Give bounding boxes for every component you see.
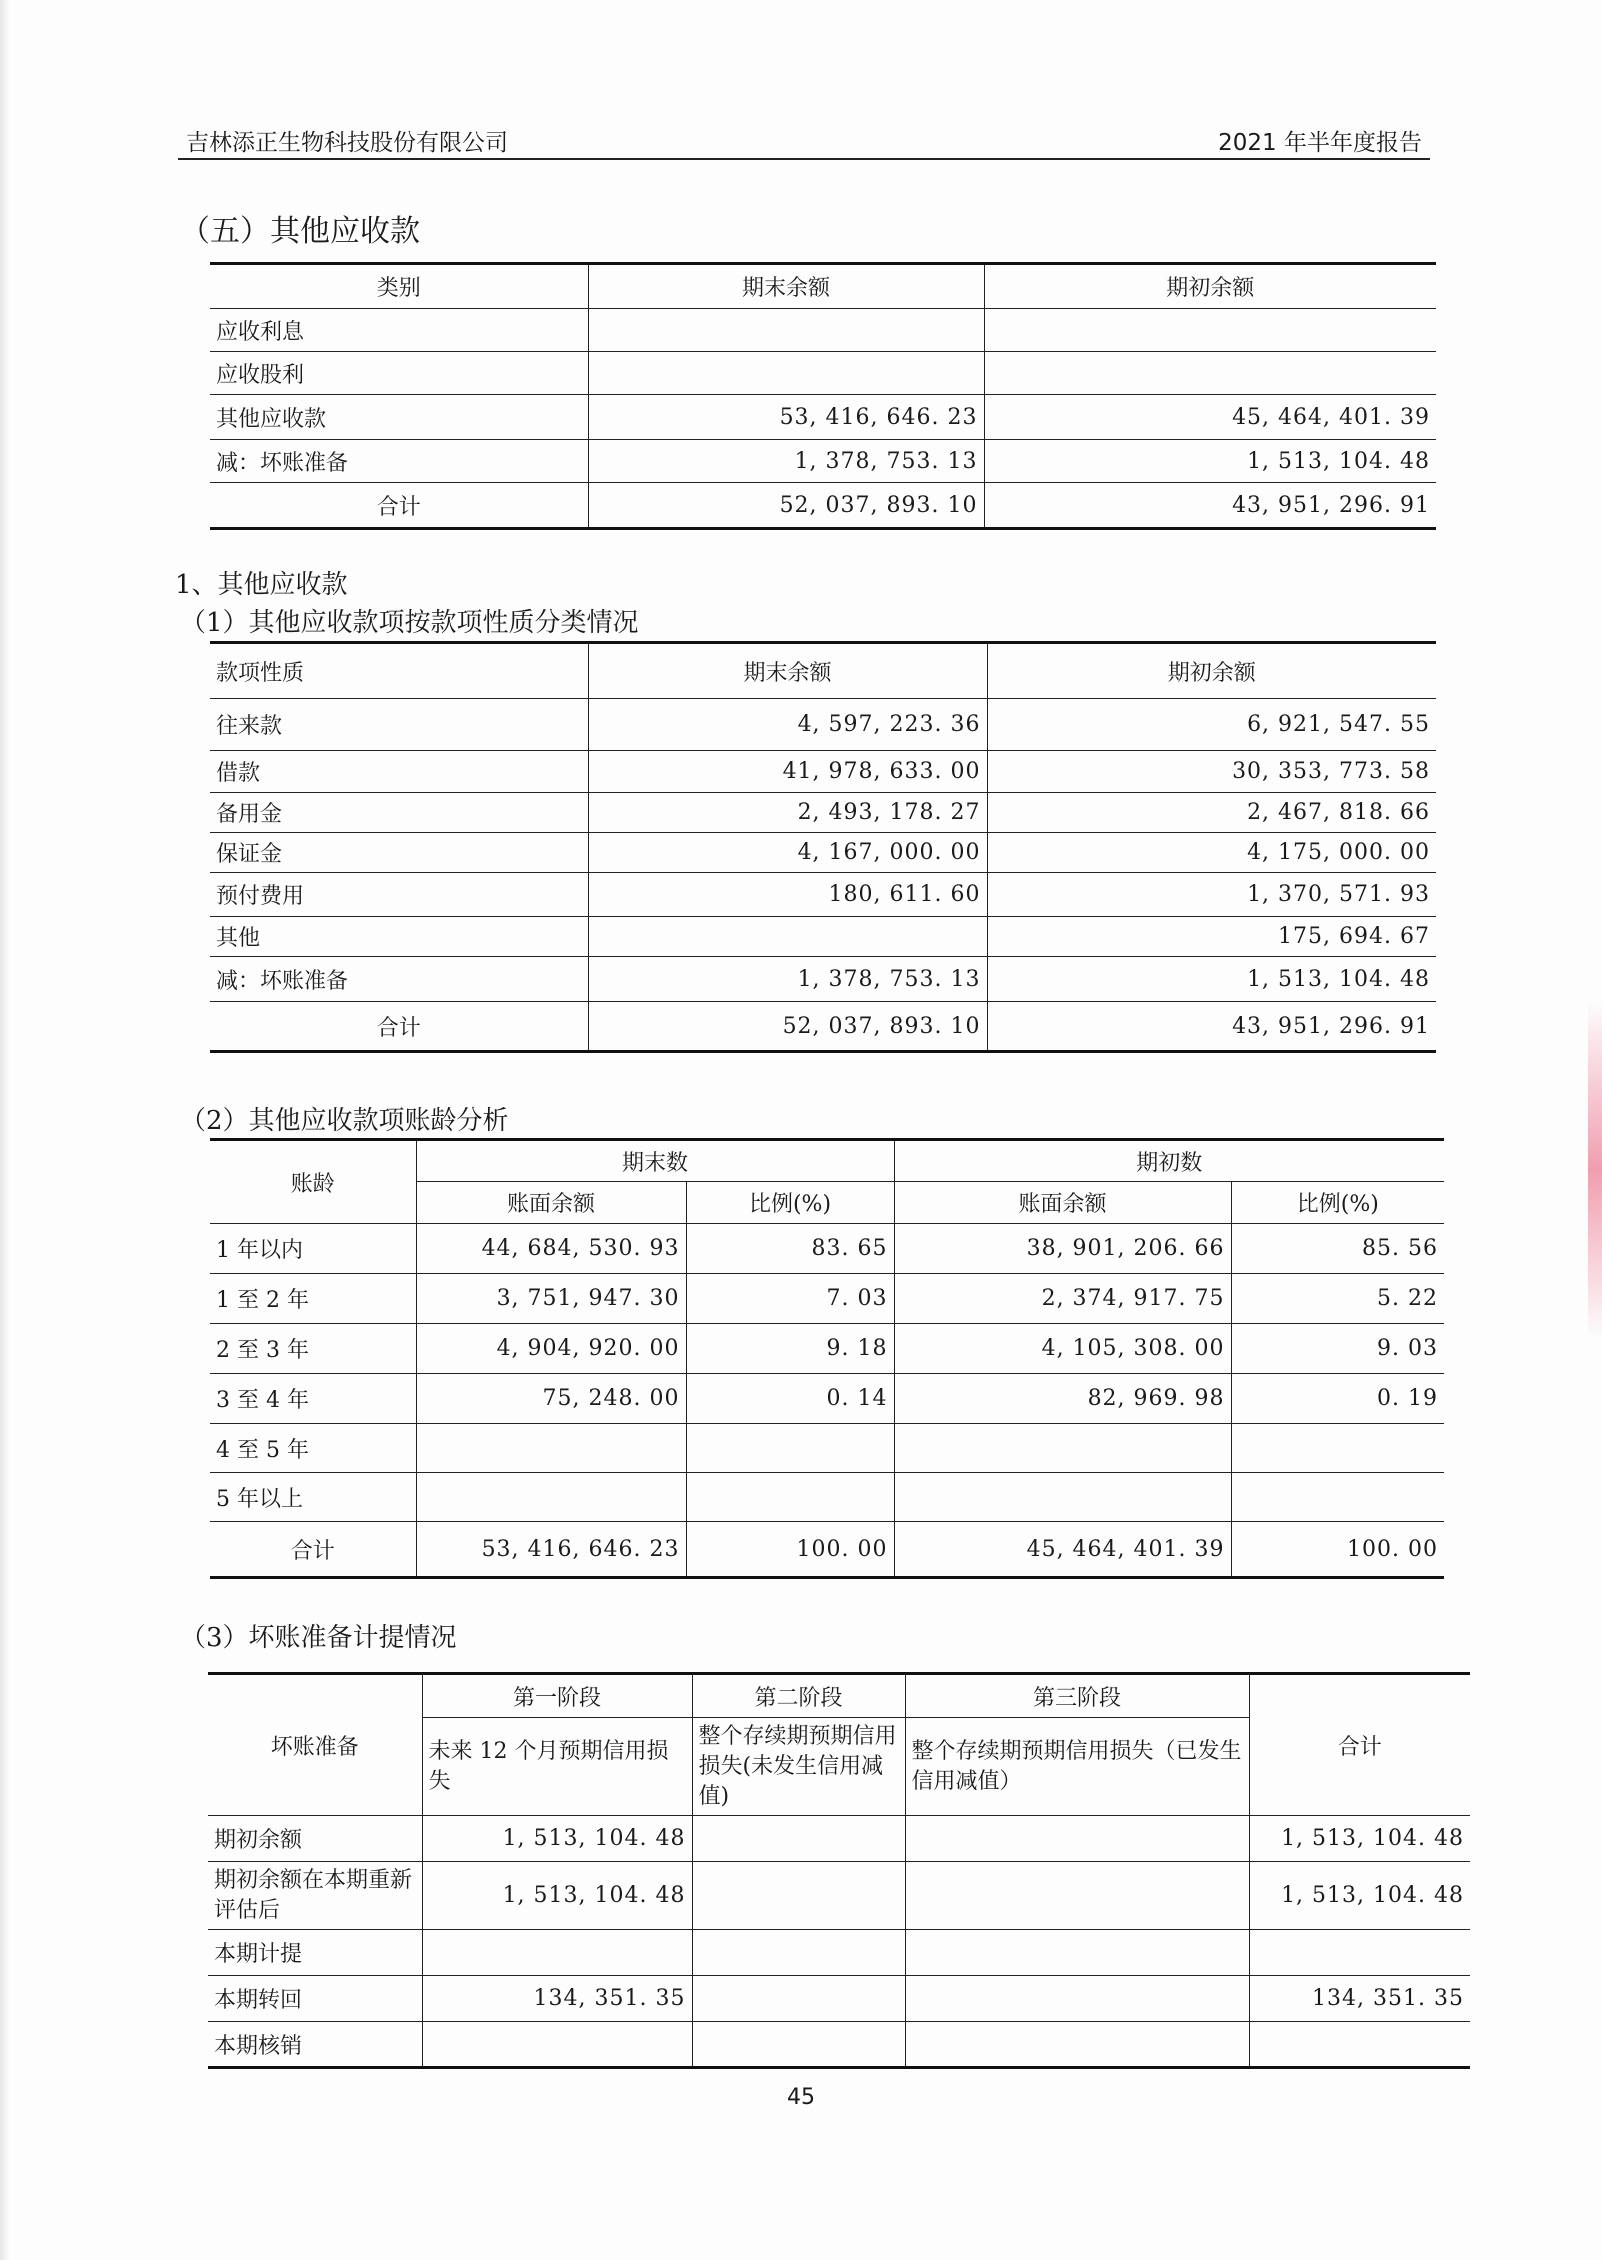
page-header [178,118,1430,160]
cell-end: 53, 416, 646. 23 [588,395,984,440]
row-label: 本期转回 [208,1976,422,2022]
col-header-end-balance: 期末余额 [588,643,987,699]
cell-stage1: 134, 351. 35 [422,1976,692,2022]
table-row [210,1224,1444,1274]
cell-stage1 [422,2022,692,2068]
cell-begin-balance: 2, 374, 917. 75 [894,1274,1231,1324]
cell-begin: 1, 370, 571. 93 [987,873,1436,917]
row-label: 2 至 3 年 [210,1324,416,1374]
row-label: 期初余额 [208,1816,422,1862]
cell-stage2 [692,1816,905,1862]
row-label: 合计 [210,1002,588,1052]
cell-begin-balance: 45, 464, 401. 39 [894,1522,1231,1578]
table-row [210,1324,1444,1374]
cell-stage1: 1, 513, 104. 48 [422,1816,692,1862]
cell-begin-ratio [1231,1424,1444,1473]
cell-total [1249,1930,1470,1976]
cell-end [588,917,987,957]
cell-begin: 45, 464, 401. 39 [984,395,1436,440]
table-row [210,440,1436,483]
cell-end [588,352,984,395]
scan-edge [0,0,10,2260]
section-title: （五）其他应收款 [180,214,420,249]
cell-stage3 [905,1816,1249,1862]
row-label: 减：坏账准备 [210,957,588,1002]
table-row [210,1274,1444,1324]
table-row [210,699,1436,751]
table-row [210,395,1436,440]
cell-stage3 [905,1930,1249,1976]
cell-end-balance: 3, 751, 947. 30 [416,1274,686,1324]
table-row [208,1976,1470,2022]
table-row [208,1862,1470,1930]
row-label: 3 至 4 年 [210,1374,416,1424]
row-label: 1 至 2 年 [210,1274,416,1324]
company-name: 吉林添正生物科技股份有限公司 [186,130,508,156]
col-header-end-balance: 账面余额 [416,1182,686,1224]
col-header-end-balance: 期末余额 [588,264,984,309]
cell-begin-ratio [1231,1473,1444,1522]
row-label: 本期计提 [208,1930,422,1976]
table-row [208,1930,1470,1976]
table-row [210,352,1436,395]
table-total-row [210,1522,1444,1578]
report-name: 2021 年半年度报告 [1218,130,1422,156]
cell-end-balance: 53, 416, 646. 23 [416,1522,686,1578]
cell-end [588,309,984,352]
cell-begin-ratio: 100. 00 [1231,1522,1444,1578]
table-row [210,1374,1444,1424]
row-label: 合计 [210,483,588,529]
row-label: 5 年以上 [210,1473,416,1522]
cell-begin-ratio: 85. 56 [1231,1224,1444,1274]
cell-end-ratio [686,1473,894,1522]
col-header-begin-balance: 期初余额 [984,264,1436,309]
cell-begin: 175, 694. 67 [987,917,1436,957]
table-header-row [210,643,1436,699]
cell-end-ratio: 83. 65 [686,1224,894,1274]
cell-end: 1, 378, 753. 13 [588,440,984,483]
col-header-begin-balance: 期初余额 [987,643,1436,699]
col-header-begin-balance: 账面余额 [894,1182,1231,1224]
col-header-period-end: 期末数 [416,1140,894,1182]
cell-end-balance: 4, 904, 920. 00 [416,1324,686,1374]
cell-end-balance: 44, 684, 530. 93 [416,1224,686,1274]
table-row [210,873,1436,917]
col-header-provision: 坏账准备 [208,1674,422,1816]
row-label: 4 至 5 年 [210,1424,416,1473]
cell-end-ratio: 7. 03 [686,1274,894,1324]
table-row [210,833,1436,873]
subsection-title: （2）其他应收款项账龄分析 [180,1106,509,1136]
col-header-stage1: 第一阶段 [422,1674,692,1718]
cell-begin: 1, 513, 104. 48 [984,440,1436,483]
cell-begin [984,309,1436,352]
table-header-row [210,264,1436,309]
cell-end-balance: 75, 248. 00 [416,1374,686,1424]
cell-begin: 1, 513, 104. 48 [987,957,1436,1002]
table-row [210,1424,1444,1473]
cell-begin: 2, 467, 818. 66 [987,793,1436,833]
cell-begin-ratio: 9. 03 [1231,1324,1444,1374]
page-number: 45 [787,2085,815,2110]
cell-stage1 [422,1930,692,1976]
cell-begin-balance: 82, 969. 98 [894,1374,1231,1424]
cell-begin-balance [894,1424,1231,1473]
row-label: 往来款 [210,699,588,751]
row-label: 预付费用 [210,873,588,917]
table-receivables-by-nature [210,641,1436,1053]
cell-end: 52, 037, 893. 10 [588,1002,987,1052]
cell-end-ratio: 9. 18 [686,1324,894,1374]
cell-end: 41, 978, 633. 00 [588,751,987,793]
table-row [210,917,1436,957]
row-label: 借款 [210,751,588,793]
cell-stage2 [692,1976,905,2022]
col-header-stage2-desc: 整个存续期预期信用损失(未发生信用减值) [692,1718,905,1816]
cell-stage3 [905,1976,1249,2022]
cell-end-ratio [686,1424,894,1473]
cell-stage1: 1, 513, 104. 48 [422,1862,692,1930]
table-row [210,793,1436,833]
cell-end: 4, 167, 000. 00 [588,833,987,873]
col-header-end-ratio: 比例(%) [686,1182,894,1224]
cell-end-ratio: 100. 00 [686,1522,894,1578]
row-label: 其他应收款 [210,395,588,440]
col-header-stage2: 第二阶段 [692,1674,905,1718]
table-total-row [210,483,1436,529]
cell-begin: 43, 951, 296. 91 [987,1002,1436,1052]
cell-end-balance [416,1424,686,1473]
cell-total: 1, 513, 104. 48 [1249,1816,1470,1862]
cell-begin-balance: 38, 901, 206. 66 [894,1224,1231,1274]
row-label: 合计 [210,1522,416,1578]
cell-stage3 [905,1862,1249,1930]
cell-stage2 [692,1862,905,1930]
table-total-row [210,1002,1436,1052]
cell-begin: 6, 921, 547. 55 [987,699,1436,751]
col-header-stage3-desc: 整个存续期预期信用损失（已发生信用减值） [905,1718,1249,1816]
row-label: 期初余额在本期重新评估后 [208,1862,422,1930]
cell-stage3 [905,2022,1249,2068]
row-label: 减：坏账准备 [210,440,588,483]
row-label: 本期核销 [208,2022,422,2068]
cell-end-balance [416,1473,686,1522]
cell-begin-ratio: 5. 22 [1231,1274,1444,1324]
cell-stage2 [692,1930,905,1976]
cell-end: 4, 597, 223. 36 [588,699,987,751]
cell-end-ratio: 0. 14 [686,1374,894,1424]
row-label: 1 年以内 [210,1224,416,1274]
row-label: 应收利息 [210,309,588,352]
col-header-begin-ratio: 比例(%) [1231,1182,1444,1224]
col-header-nature: 款项性质 [210,643,588,699]
table-row [208,1816,1470,1862]
subsection-title: （1）其他应收款项按款项性质分类情况 [180,608,639,638]
cell-begin: 43, 951, 296. 91 [984,483,1436,529]
row-label: 备用金 [210,793,588,833]
subsection-title: （3）坏账准备计提情况 [180,1623,457,1653]
cell-end: 1, 378, 753. 13 [588,957,987,1002]
table-header-row [208,1674,1470,1718]
row-label: 应收股利 [210,352,588,395]
table-aging-analysis [210,1138,1444,1579]
table-row [210,1473,1444,1522]
cell-begin-balance: 4, 105, 308. 00 [894,1324,1231,1374]
col-header-total: 合计 [1249,1674,1470,1816]
cell-end: 180, 611. 60 [588,873,987,917]
cell-total: 134, 351. 35 [1249,1976,1470,2022]
cell-begin-balance [894,1473,1231,1522]
cell-begin-ratio: 0. 19 [1231,1374,1444,1424]
cell-end: 52, 037, 893. 10 [588,483,984,529]
col-header-age: 账龄 [210,1140,416,1224]
table-row [210,309,1436,352]
table-other-receivables-summary [210,262,1436,530]
col-header-stage1-desc: 未来 12 个月预期信用损失 [422,1718,692,1816]
cell-total [1249,2022,1470,2068]
table-row [208,2022,1470,2068]
table-header-row [210,1140,1444,1182]
subsection-title: 1、其他应收款 [175,570,348,600]
table-row [210,957,1436,1002]
row-label: 保证金 [210,833,588,873]
table-bad-debt-provision [208,1672,1470,2069]
cell-begin: 30, 353, 773. 58 [987,751,1436,793]
cell-total: 1, 513, 104. 48 [1249,1862,1470,1930]
row-label: 其他 [210,917,588,957]
col-header-stage3: 第三阶段 [905,1674,1249,1718]
cell-end: 2, 493, 178. 27 [588,793,987,833]
seal-stamp-edge [1588,1000,1602,1340]
cell-begin: 4, 175, 000. 00 [987,833,1436,873]
col-header-period-begin: 期初数 [894,1140,1444,1182]
table-row [210,751,1436,793]
col-header-category: 类别 [210,264,588,309]
cell-stage2 [692,2022,905,2068]
cell-begin [984,352,1436,395]
